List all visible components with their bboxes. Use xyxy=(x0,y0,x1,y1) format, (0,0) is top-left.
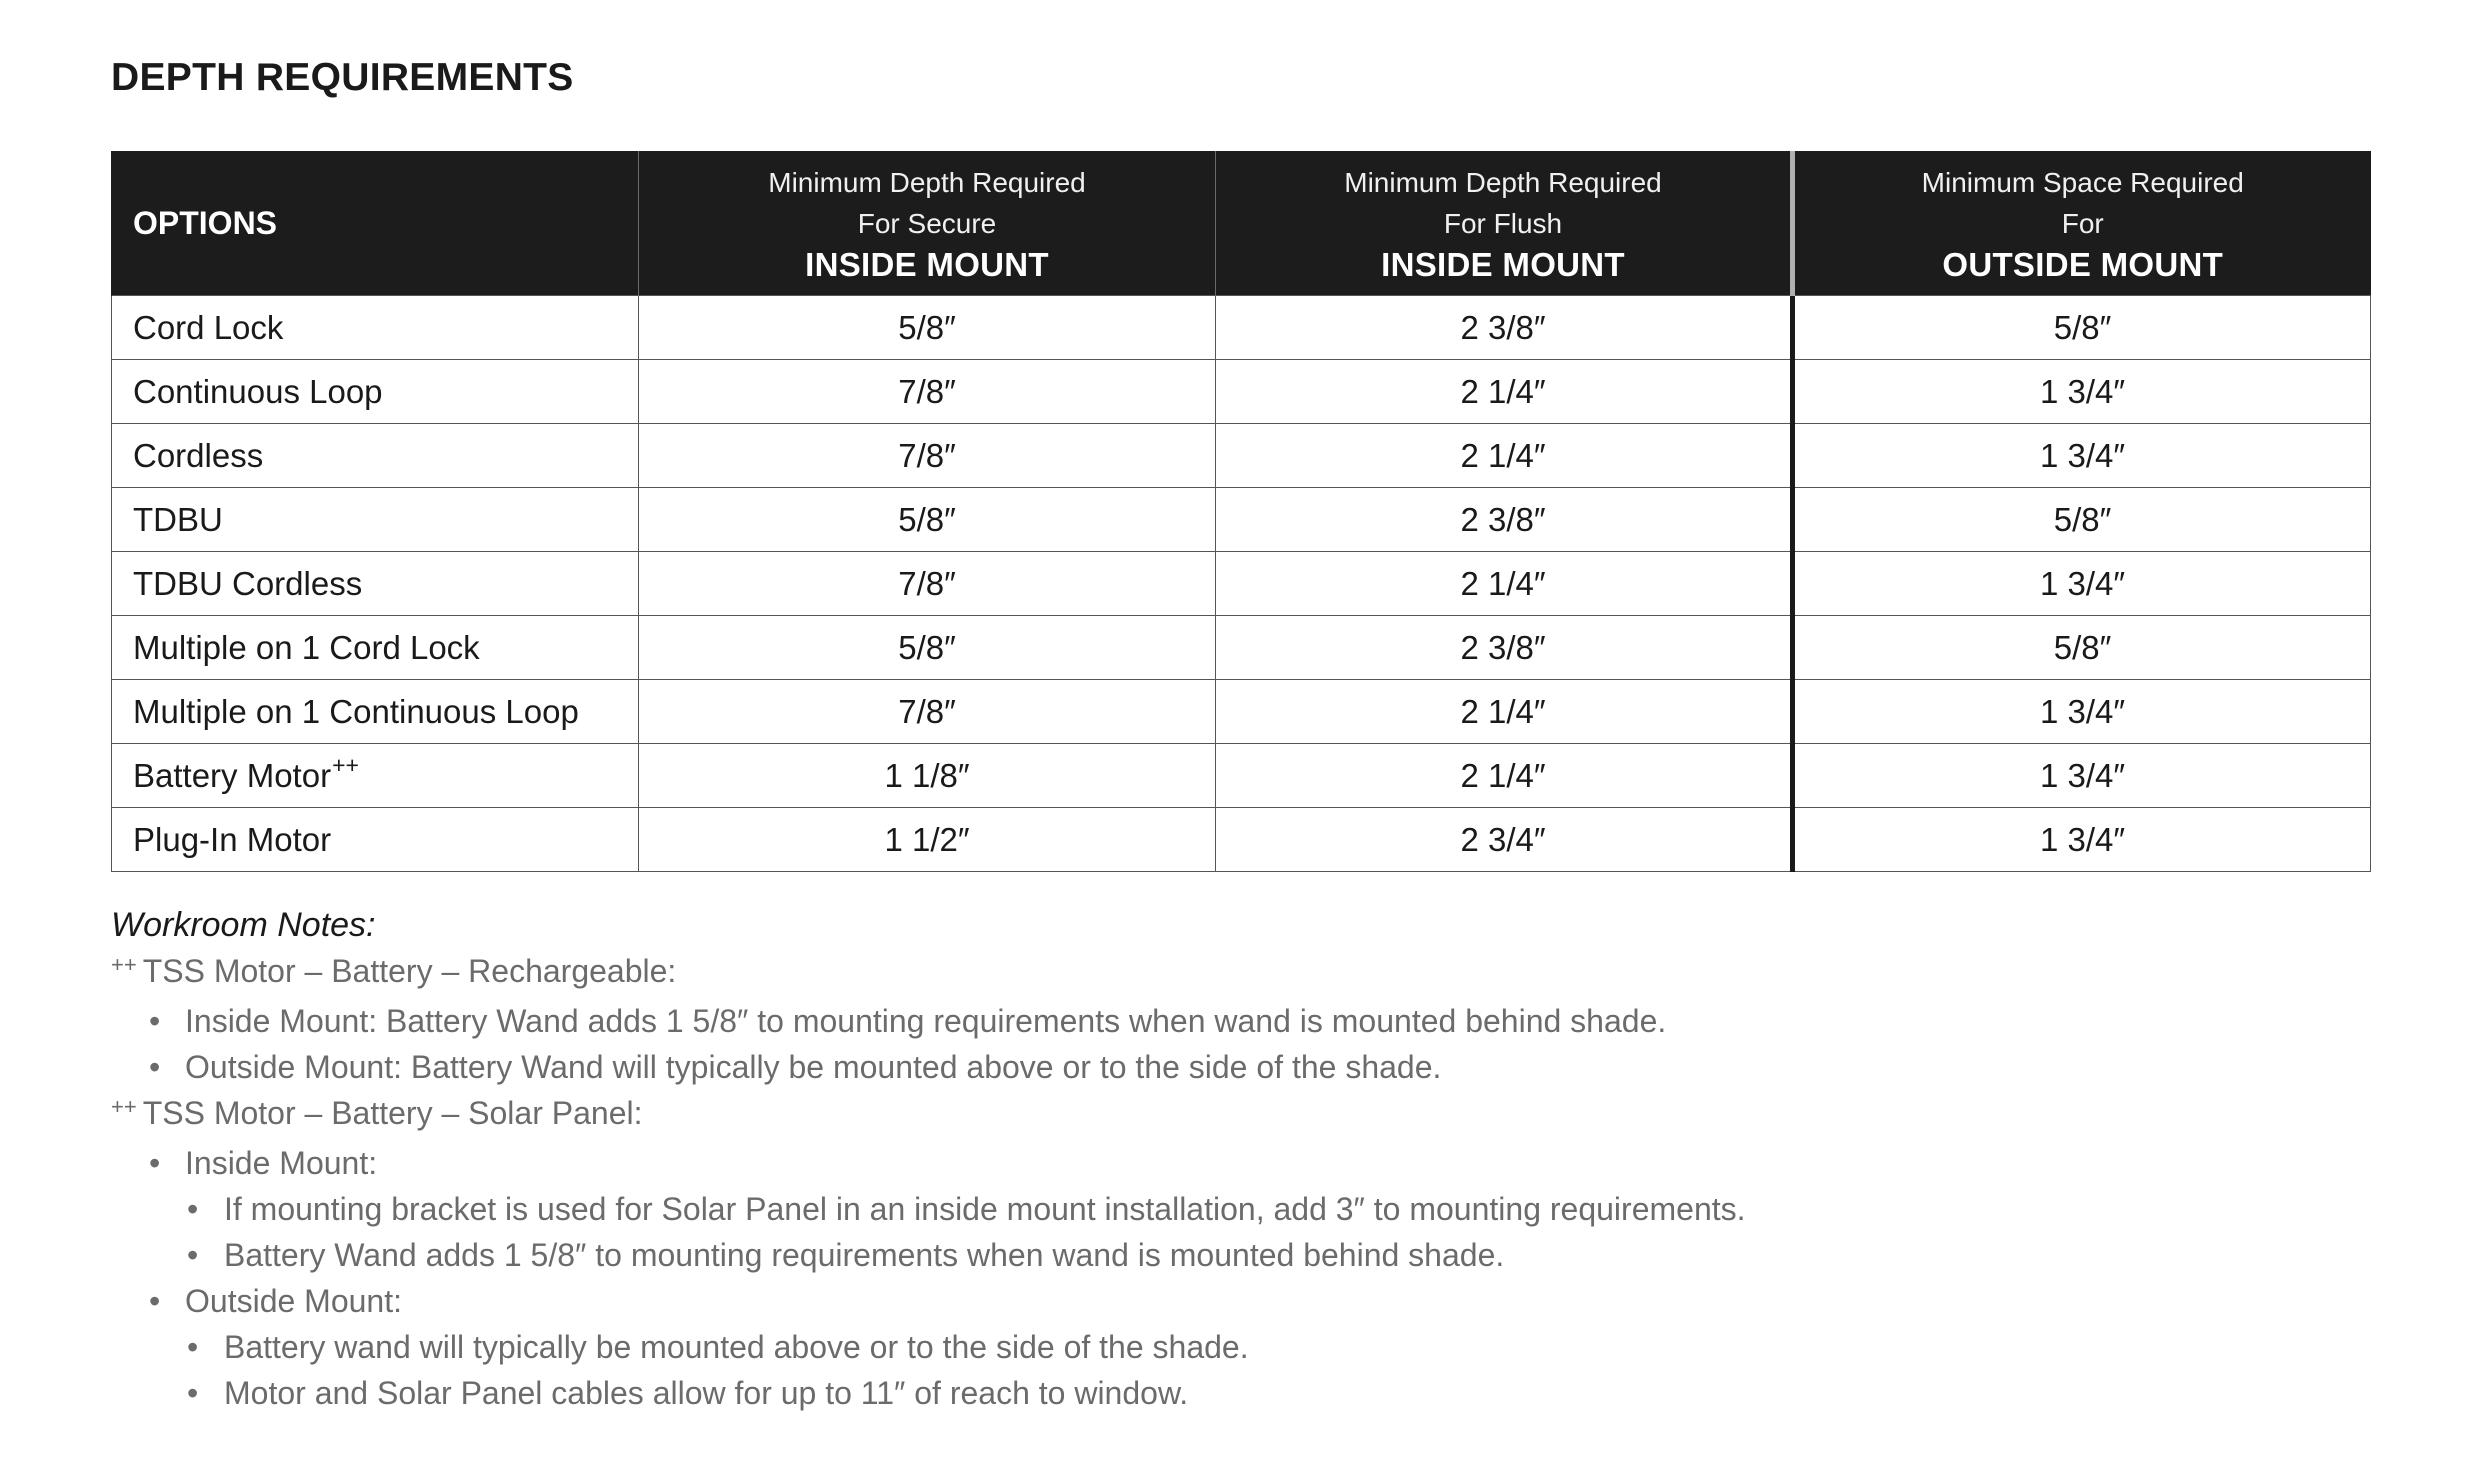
battery-motor-footnote-marker: ++ xyxy=(332,751,359,778)
bullet-icon: • xyxy=(187,1237,199,1273)
secure-depth-cell: 1 1/8″ xyxy=(639,744,1216,808)
table-row xyxy=(112,552,2371,616)
table-row xyxy=(112,296,2371,360)
table-row xyxy=(112,360,2371,424)
list-item: • Outside Mount: Battery Wand will typically be mounted above or to the side of the shade. xyxy=(111,1044,2311,1090)
outside-space-cell: 1 3/4″ xyxy=(1793,360,2371,424)
flush-inside-mount-header xyxy=(1216,151,1793,296)
secure-depth-cell: 7/8″ xyxy=(639,552,1216,616)
footnote-marker: ++ xyxy=(111,952,137,977)
outside-space-cell: 1 3/4″ xyxy=(1793,808,2371,872)
flush-depth-cell: 2 1/4″ xyxy=(1216,552,1793,616)
option-cell: Battery Motor++ xyxy=(112,744,639,808)
list-item: • Outside Mount: xyxy=(111,1278,2311,1324)
option-cell: Multiple on 1 Continuous Loop xyxy=(112,680,639,744)
flush-header-line2: For Flush xyxy=(1443,207,1563,239)
secure-header-line1: Minimum Depth Required xyxy=(768,166,1086,198)
secure-depth-cell: 5/8″ xyxy=(639,488,1216,552)
option-cell: TDBU Cordless xyxy=(112,552,639,616)
secure-header-line3: INSIDE MOUNT xyxy=(805,245,1049,283)
list-item: • Motor and Solar Panel cables allow for up to 11″ of reach to window. xyxy=(111,1370,2311,1416)
outside-mount-header xyxy=(1793,151,2371,296)
list-item: • If mounting bracket is used for Solar Panel in an inside mount installation, add 3″ to mounting requirements. xyxy=(111,1186,2311,1232)
notes-title: Workroom Notes: xyxy=(111,906,376,944)
depth-requirements-table xyxy=(111,151,2371,872)
header-row xyxy=(112,151,2371,296)
outside-space-cell: 1 3/4″ xyxy=(1793,552,2371,616)
outside-header-line1: Minimum Space Required xyxy=(1921,166,2244,198)
outside-space-cell: 5/8″ xyxy=(1793,616,2371,680)
secure-depth-cell: 1 1/2″ xyxy=(639,808,1216,872)
flush-depth-cell: 2 1/4″ xyxy=(1216,680,1793,744)
bullet-icon: • xyxy=(149,1283,161,1319)
flush-depth-cell: 2 3/4″ xyxy=(1216,808,1793,872)
secure-depth-cell: 5/8″ xyxy=(639,616,1216,680)
table-row xyxy=(112,488,2371,552)
flush-depth-cell: 2 3/8″ xyxy=(1216,296,1793,360)
table-body xyxy=(112,296,2371,872)
outside-space-cell: 1 3/4″ xyxy=(1793,744,2371,808)
rechargeable-heading: ++ TSS Motor – Battery – Rechargeable: xyxy=(111,952,677,989)
table-row xyxy=(112,744,2371,808)
option-cell: Continuous Loop xyxy=(112,360,639,424)
flush-depth-cell: 2 1/4″ xyxy=(1216,360,1793,424)
bullet-icon: • xyxy=(187,1191,199,1227)
secure-header-line2: For Secure xyxy=(857,207,997,239)
list-item: • Inside Mount: Battery Wand adds 1 5/8″ to mounting requirements when wand is mounted behind shade. xyxy=(111,998,2311,1044)
options-column-header: OPTIONS xyxy=(112,151,639,296)
flush-depth-cell: 2 3/8″ xyxy=(1216,488,1793,552)
outside-space-cell: 1 3/4″ xyxy=(1793,424,2371,488)
bullet-icon: • xyxy=(149,1049,161,1085)
footnote-marker: ++ xyxy=(111,1094,137,1119)
table-row xyxy=(112,808,2371,872)
option-cell: Plug-In Motor xyxy=(112,808,639,872)
secure-depth-cell: 7/8″ xyxy=(639,360,1216,424)
secure-depth-cell: 7/8″ xyxy=(639,680,1216,744)
table-header xyxy=(112,151,2371,296)
flush-depth-cell: 2 3/8″ xyxy=(1216,616,1793,680)
option-cell: Cordless xyxy=(112,424,639,488)
option-cell: Multiple on 1 Cord Lock xyxy=(112,616,639,680)
secure-inside-mount-header xyxy=(639,151,1216,296)
option-cell: Cord Lock xyxy=(112,296,639,360)
outside-header-line3: OUTSIDE MOUNT xyxy=(1942,245,2224,283)
workroom-notes xyxy=(111,902,2311,1416)
list-item: • Inside Mount: xyxy=(111,1140,2311,1186)
option-cell: TDBU xyxy=(112,488,639,552)
bullet-icon: • xyxy=(149,1145,161,1181)
flush-header-line1: Minimum Depth Required xyxy=(1344,166,1662,198)
secure-depth-cell: 7/8″ xyxy=(639,424,1216,488)
list-item: • Battery Wand adds 1 5/8″ to mounting requirements when wand is mounted behind shade. xyxy=(111,1232,2311,1278)
bullet-icon: • xyxy=(149,1003,161,1039)
outside-space-cell: 1 3/4″ xyxy=(1793,680,2371,744)
solar-panel-heading: ++ TSS Motor – Battery – Solar Panel: xyxy=(111,1094,643,1131)
bullet-icon: • xyxy=(187,1329,199,1365)
list-item: • Battery wand will typically be mounted above or to the side of the shade. xyxy=(111,1324,2311,1370)
bullet-icon: • xyxy=(187,1375,199,1411)
table-row xyxy=(112,616,2371,680)
page-title: DEPTH REQUIREMENTS xyxy=(111,56,574,99)
flush-depth-cell: 2 1/4″ xyxy=(1216,744,1793,808)
outside-space-cell: 5/8″ xyxy=(1793,488,2371,552)
flush-depth-cell: 2 1/4″ xyxy=(1216,424,1793,488)
outside-space-cell: 5/8″ xyxy=(1793,296,2371,360)
outside-header-line2: For xyxy=(2061,207,2104,239)
table-row xyxy=(112,680,2371,744)
table-row xyxy=(112,424,2371,488)
flush-header-line3: INSIDE MOUNT xyxy=(1381,245,1625,283)
secure-depth-cell: 5/8″ xyxy=(639,296,1216,360)
